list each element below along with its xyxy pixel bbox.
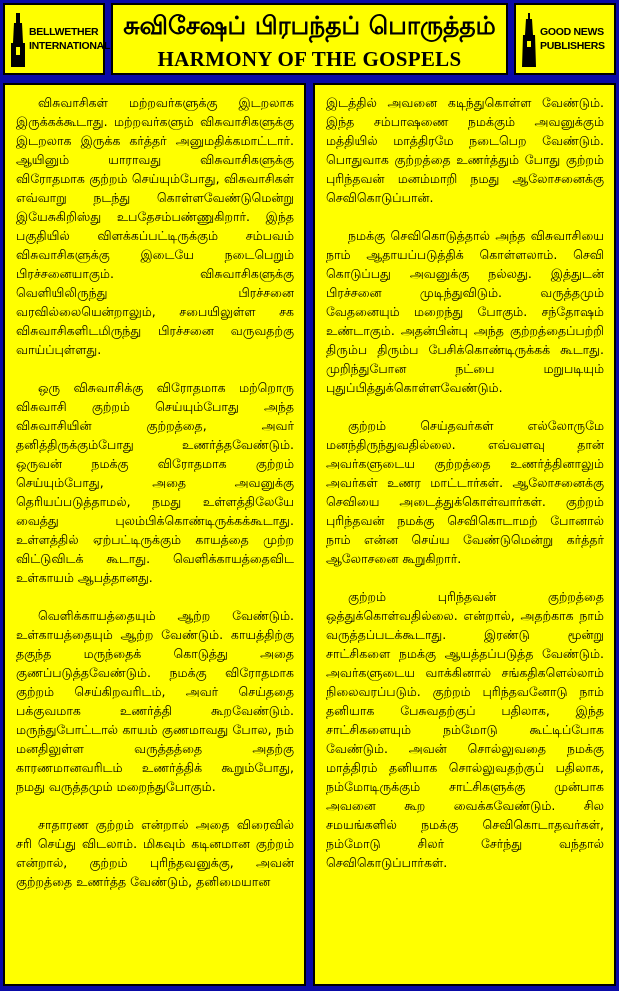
- right-column: [313, 83, 616, 986]
- logo-line-1: BELLWETHER: [29, 26, 99, 38]
- page-title-english: HARMONY OF THE GOSPELS: [157, 47, 462, 71]
- paragraph: குற்றம் செய்தவர்கள் எல்லோருமே மனந்திருந்துவதில்லை. எவ்வளவு தான் அவர்களுடைய குற்றத்தை உணர்த்தினாலும் அவர்கள் உணர மாட்டார்கள். ஆலோசனைக்கு செவியை அடைத்துக்கொள்வார்கள். குற்றம் புரிந்தவன் நமக்கு செவிகொடாமற் போனால் நாம் என்ன செய்ய வேண்டுமென்று கர்த்தர் ஆலோசனை கூறுகிறார்.: [326, 418, 604, 566]
- paragraph: விசுவாசிகள் மற்றவர்களுக்கு இடறலாக இருக்கக்கூடாது. மற்றவர்களும் விசுவாசிகளுக்கு இடறலாக இருக்க கர்த்தர் அனுமதிக்கமாட்டார். ஆயினும் யாராவது விசுவாசிகளுக்கு விரோதமாக குற்றம் செய்யும்போது, விசுவாசிகள் எவ்வாறு நடந்து கொள்ளவேண்டுமென்று இயேசுகிறிஸ்து உபதேசம்பண்ணுகிறார். இந்த பகுதியில் விளக்கப்பட்டிருக்கும் சம்பவம் விசுவாசிகளுக்கு இடையே நடைபெறும் பிரச்சனையாகும். விசுவாசிகளுக்கு வெளியிலிருந்து பிரச்சனை வரவில்லையென்றாலும், சபையிலுள்ள சக விசுவாசிகளிடமிருந்து பிரச்சனை வருவதற்கு வாய்ப்புள்ளது.: [16, 95, 294, 357]
- paragraph: வெளிக்காயத்தையும் ஆற்ற வேண்டும். உள்காயத்தையும் ஆற்ற வேண்டும். காயத்திற்கு தகுந்த மருந்தைக் கொடுத்து அதை குணப்படுத்தவேண்டும். நமக்கு விரோதமாக குற்றம் செய்கிறவரிடம், அவர் செய்ததை பக்குவமாக உணர்த்தி கூறவேண்டும். மருந்துபோட்டால் காயம் குணமாவது போல, நம் மனதிலுள்ள வருத்தத்தை அதற்கு காரணமானவரிடம் உணர்த்திக் கூறும்போது, நமது வருத்தமும் மறைந்துபோகும்.: [16, 608, 294, 794]
- logo-line-1: GOOD NEWS: [540, 26, 604, 38]
- logo-line-2: PUBLISHERS: [540, 40, 605, 52]
- paragraph: இடத்தில் அவனை கடிந்துகொள்ள வேண்டும். இந்த சம்பாஷணை நமக்கும் அவனுக்கும் மத்தியில் மாத்திரமே நடைபெற வேண்டும். பொதுவாக குற்றத்தை உணர்த்தும் போது குற்றம் புரிந்தவன் மனம்மாறி நமது ஆலோசனைக்கு செவிகொடுப்பான்.: [326, 95, 604, 205]
- tower-icon: [522, 13, 536, 67]
- right-logo-box: [514, 3, 616, 75]
- left-logo-box: [3, 3, 111, 75]
- paragraph: ஒரு விசுவாசிக்கு விரோதமாக மற்றொரு விசுவாசி குற்றம் செய்யும்போது அந்த விசுவாசியின் குற்றத்தை, அவர் தனித்திருக்கும்போது உணர்த்தவேண்டும். ஒருவன் நமக்கு விரோதமாக குற்றம் செய்யும்போது, அதை அவனுக்கு தெரியப்படுத்தாமல், நமது உள்ளத்திலேயே வைத்து புலம்பிக்கொண்டிருக்கக்கூடாது. உள்ளத்தில் ஏற்பட்டிருக்கும் காயத்தை முற்ற விட்டுவிடக் கூடாது. வெளிக்காயத்தைவிட உள்காயம் ஆபத்தானது.: [16, 380, 294, 585]
- good-news-logo-text: [540, 25, 605, 53]
- page-title-tamil: சுவிசேஷப் பிரபந்தப் பொருத்தம்: [123, 11, 496, 40]
- left-column: [3, 83, 306, 986]
- logo-line-2: INTERNATIONAL: [29, 40, 111, 52]
- paragraph: சாதாரண குற்றம் என்றால் அதை விரைவில் சரி செய்து விடலாம். மிகவும் கடினமான குற்றம் என்றால், குற்றம் புரிந்தவனுக்கு, அவன் குற்றத்தை உணர்த்த வேண்டும், தனிமையான: [16, 817, 294, 889]
- left-column-text: [16, 93, 294, 978]
- title-box: [111, 3, 508, 75]
- paragraph: நமக்கு செவிகொடுத்தால் அந்த விசுவாசியை நாம் ஆதாயப்படுத்திக் கொள்ளலாம். செவி கொடுப்பது அவனுக்கு நல்லது. இத்துடன் பிரச்சனை முடிந்துவிடும். வருத்தமும் வேதனையும் மறைந்து போகும். சந்தோஷம் உண்டாகும். அதன்பின்பு அந்த குற்றத்தைப்பற்றி திரும்ப திரும்ப பேசிக்கொண்டிருக்கக் கூடாது. முறிந்துபோன நட்பை மறுபடியும் புதுப்பித்துக்கொள்ளவேண்டும்.: [326, 228, 604, 395]
- bell-tower-icon: [11, 13, 25, 67]
- right-column-text: [326, 93, 604, 978]
- bellwether-logo: [11, 13, 111, 67]
- good-news-logo: [522, 13, 610, 67]
- paragraph: குற்றம் புரிந்தவன் குற்றத்தை ஒத்துக்கொள்வதில்லை. என்றால், அதற்காக நாம் வருத்தப்படக்கூடாது. இரண்டு மூன்று சாட்சிகளை நமக்கு ஆயத்தப்படுத்த வேண்டும். அவர்களுடைய வாக்கினால் சங்கதிகளெல்லாம் நிலைவரப்படும். குற்றம் புரிந்தவனோடு நாம் தனியாக பேசுவதற்குப் பதிலாக, இந்த சாட்சிகளையும் நம்மோடு கூட்டிப்போக வேண்டும். அவன் சொல்லுவதை நமக்கு மாத்திரம் தனியாக சொல்லுவதற்குப் பதிலாக, நம்மோடிருக்கும் சாட்சிகளுக்கு முன்பாக அவனை கூற வைக்கவேண்டும். சில சமயங்களில் நமக்கு செவிகொடாதவர்கள், நம்மோடு சிலர் சேர்ந்து வந்தால் செவிகொடுப்பார்கள்.: [326, 589, 604, 870]
- bellwether-logo-text: [29, 25, 110, 53]
